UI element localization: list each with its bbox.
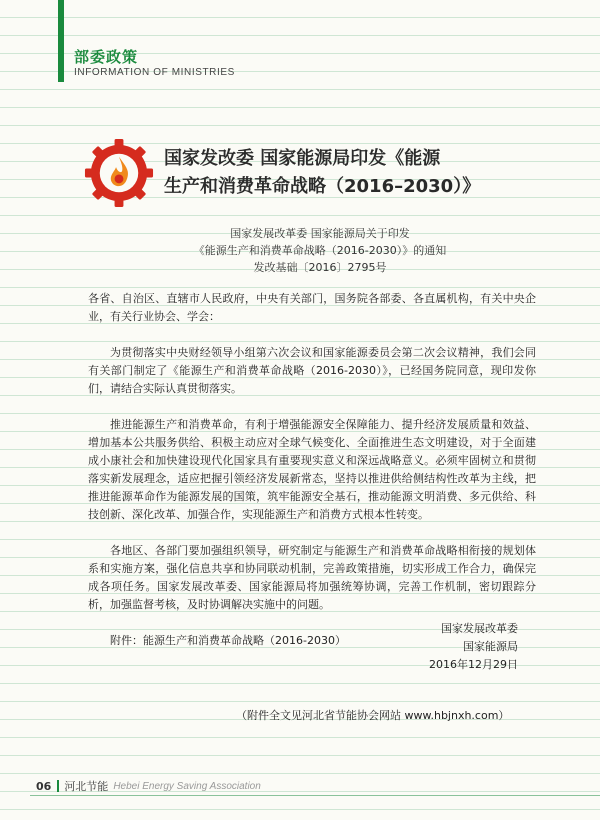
magazine-name: 河北节能: [64, 780, 109, 793]
magazine-name-english: Hebei Energy Saving Association: [113, 780, 261, 792]
body-paragraph-2: 推进能源生产和消费革命，有利于增强能源安全保障能力、提升经济发展质量和效益、增加基本公共服务供给、积极主动应对全球气候变化、全面推进生态文明建设，对于全面建成小康社会和加快建设现代化国家具有重要现实意义和深远战略意义。必须牢固树立和贯彻落实新发展理念，适应把握引领经济发展新常态，坚持以推进供给侧结构性改革为主线，把推进能源革命作为能源发展的国策，筑牢能源安全基石，推动能源文明消费、多元供给、科技创新、深化改革、加强合作，实现能源生产和消费方式根本性转变。: [88, 418, 536, 521]
section-accent-bar: [58, 0, 64, 82]
signature-date: 2016年12月29日: [429, 658, 518, 671]
notice-line-2: 《能源生产和消费革命战略（2016-2030）》的通知: [193, 244, 447, 257]
attachment-line: 附件：能源生产和消费革命战略（2016-2030）: [110, 634, 346, 647]
footer-rule: [30, 795, 600, 796]
article-body: [88, 290, 536, 668]
notice-document-number: 发改基础〔2016〕2795号: [253, 261, 387, 274]
signature-org-1: 国家发展改革委: [441, 622, 518, 635]
notice-heading: [150, 225, 490, 276]
footer-divider: [57, 780, 59, 792]
addressee-paragraph: 各省、自治区、直辖市人民政府，中央有关部门，国务院各部委、各直属机构，有关中央企业，有关行业协会、学会：: [88, 292, 536, 323]
body-paragraph-3: 各地区、各部门要加强组织领导，研究制定与能源生产和消费革命战略相衔接的规划体系和实施方案，强化信息共享和协同联动机制，完善政策措施，切实形成工作合力，确保完成各项任务。国家发展改革委、国家能源局将加强统筹协调，完善工作机制，密切跟踪分析，加强监督考核，及时协调解决实施中的问题。: [88, 544, 536, 611]
article-title-line-2: 生产和消费革命战略（2016–2030）》: [164, 176, 481, 197]
article-title: [164, 145, 584, 201]
page-footer: [36, 778, 261, 794]
section-subtitle: INFORMATION OF MINISTRIES: [74, 67, 235, 78]
page-number: 06: [36, 779, 52, 793]
signature-org-2: 国家能源局: [463, 640, 518, 653]
section-title: 部委政策: [74, 48, 139, 66]
attachment-website-note: （附件全文见河北省节能协会网站 www.hbjnxh.com）: [236, 709, 510, 722]
body-paragraph-1: 为贯彻落实中央财经领导小组第六次会议和国家能源委员会第二次会议精神，我们会同有关部门制定了《能源生产和消费革命战略（2016-2030）》，已经国务院同意，现印发你们，请结合实际认真贯彻落实。: [88, 346, 536, 395]
gear-flame-logo-icon: [82, 136, 156, 210]
notice-line-1: 国家发展改革委 国家能源局关于印发: [230, 227, 410, 240]
signature-block: [429, 620, 518, 674]
article-title-line-1: 国家发改委 国家能源局印发《能源: [164, 148, 441, 169]
